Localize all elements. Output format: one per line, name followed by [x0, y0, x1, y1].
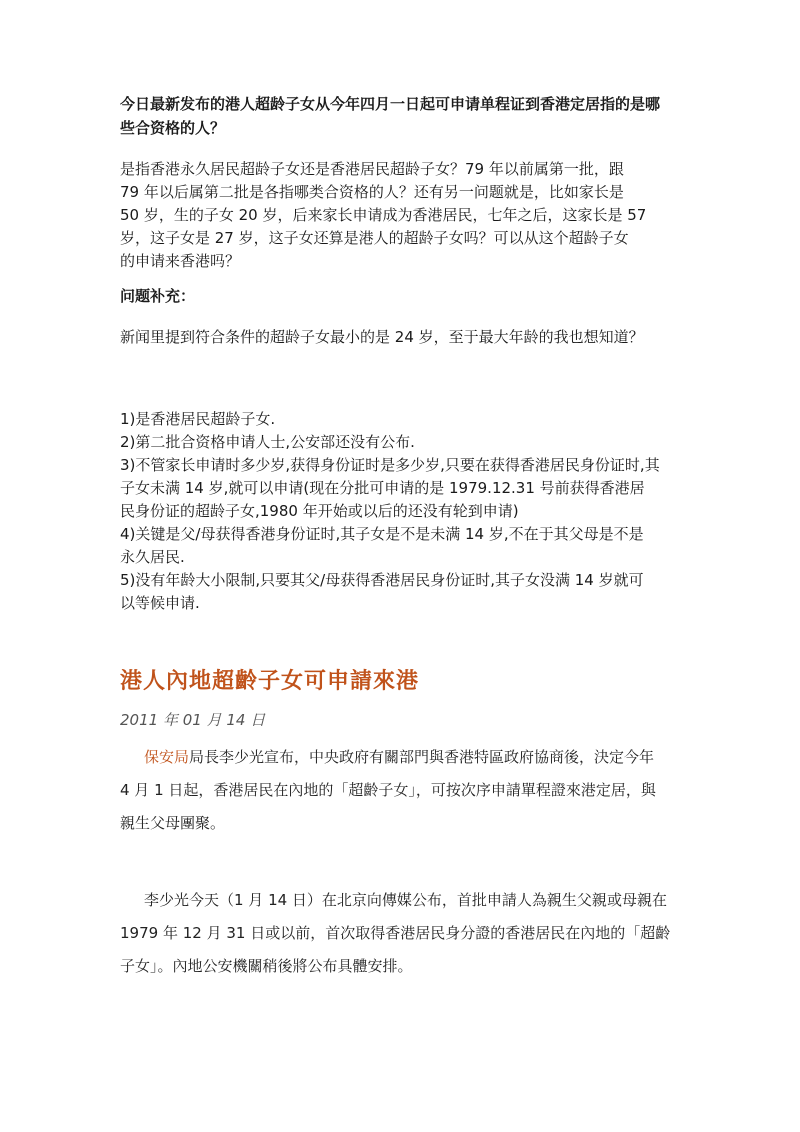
news-paragraph-1	[120, 741, 690, 840]
answer-line: 1)是香港居民超龄子女.	[120, 410, 276, 428]
answer-line: 民身份证的超龄子女,1980 年开始或以后的还没有轮到申请)	[120, 502, 519, 520]
answer-line: 4)关键是父/母获得香港身份证时,其子女是不是未满 14 岁,不在于其父母是不是	[120, 525, 644, 543]
question-body-line: 50 岁，生的子女 20 岁，后来家长申请成为香港居民，七年之后，这家长是 57	[120, 206, 647, 224]
news-paragraph-text: 1979 年 12 月 31 日或以前，首次取得香港居民身分證的香港居民在內地的「超齡	[120, 924, 671, 942]
news-paragraph-text: 局長李少光宣布，中央政府有關部門與香港特區政府協商後，決定今年	[189, 748, 655, 766]
news-title: 港人內地超齡子女可申請來港	[120, 669, 420, 694]
question-body-line: 是指香港永久居民超龄子女还是香港居民超龄子女？79 年以前属第一批，跟	[120, 160, 624, 178]
answer-line: 2)第二批合资格申请人士,公安部还没有公布.	[120, 433, 415, 451]
answer-list	[120, 408, 690, 615]
answer-line: 以等候申请.	[120, 594, 200, 612]
news-paragraph-text: 李少光今天（1 月 14 日）在北京向傳媒公布，首批申請人為親生父親或母親在	[144, 891, 667, 909]
supplement-label: 问题补充：	[120, 287, 196, 305]
question-title	[120, 92, 690, 140]
news-paragraph-2	[120, 884, 690, 983]
answer-line: 5)没有年龄大小限制,只要其父/母获得香港居民身份证时,其子女没满 14 岁就可	[120, 571, 644, 589]
news-paragraph-text: 親生父母團聚。	[120, 814, 226, 832]
answer-line: 永久居民.	[120, 548, 185, 566]
question-body-line: 的申请来香港吗？	[120, 252, 241, 270]
news-date: 2011 年 01 月 14 日	[120, 711, 266, 729]
answer-line: 3)不管家长申请时多少岁,获得身份证时是多少岁,只要在获得香港居民身份证时,其	[120, 456, 660, 474]
security-bureau-link[interactable]: 保安局	[144, 748, 190, 766]
news-paragraph-text: 4 月 1 日起，香港居民在內地的「超齡子女」，可按次序申請單程證來港定居，與	[120, 781, 656, 799]
question-title-line: 些合资格的人？	[120, 119, 226, 137]
answer-line: 子女未满 14 岁,就可以申请(现在分批可申请的是 1979.12.31 号前获得香港居	[120, 479, 645, 497]
question-body-line: 79 年以后属第二批是各指哪类合资格的人？还有另一问题就是，比如家长是	[120, 183, 624, 201]
supplement-text: 新闻里提到符合条件的超龄子女最小的是 24 岁，至于最大年龄的我也想知道？	[120, 328, 644, 346]
news-paragraph-text: 子女」。內地公安機關稍後將公布具體安排。	[120, 957, 413, 975]
question-body-line: 岁，这子女是 27 岁，这子女还算是港人的超龄子女吗？可以从这个超龄子女	[120, 229, 629, 247]
question-body	[120, 158, 690, 273]
question-title-line: 今日最新发布的港人超龄子女从今年四月一日起可申请单程证到香港定居指的是哪	[120, 95, 661, 113]
